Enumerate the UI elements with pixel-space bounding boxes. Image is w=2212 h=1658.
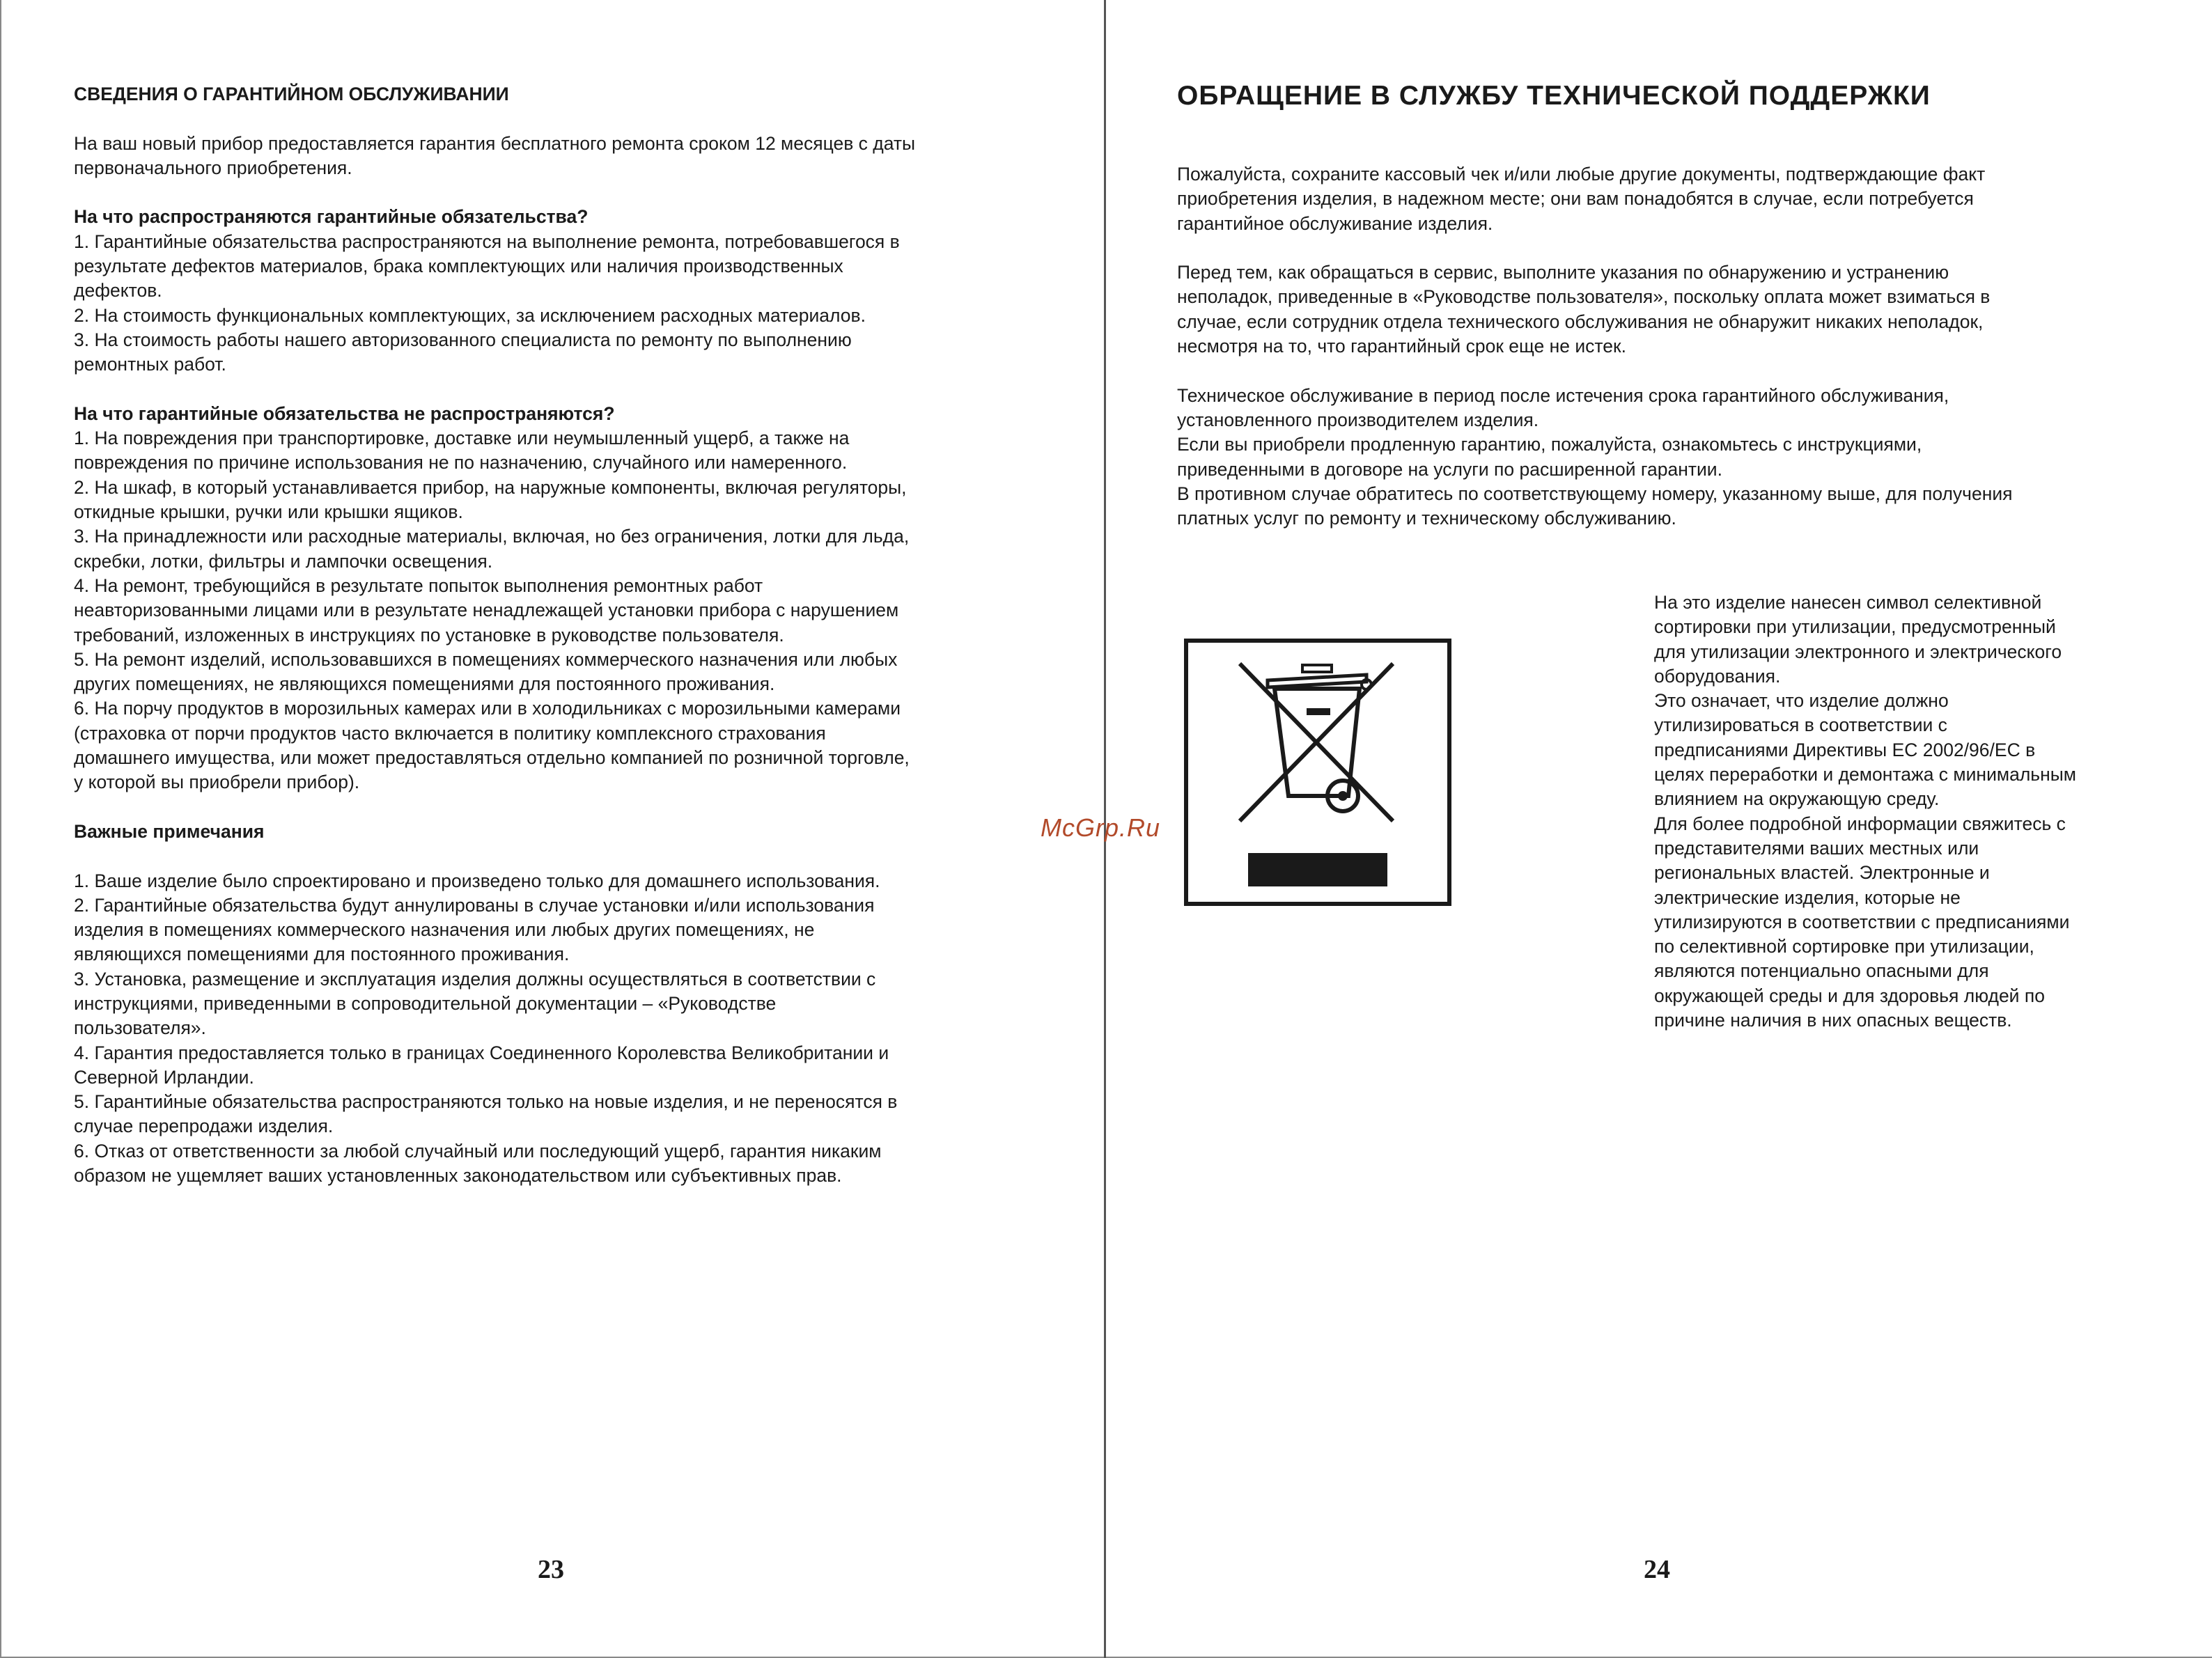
covered-line: дефектов. <box>74 280 162 302</box>
weee-line: влиянием на окружающую среду. <box>1654 788 1940 810</box>
not-covered-line: требований, изложенных в инструкциях по установке в руководстве пользователя. <box>74 624 784 646</box>
weee-line: по селективной сортировке при утилизации, <box>1654 936 2034 957</box>
intro-line: На ваш новый прибор предоставляется гарантия бесплатного ремонта сроком 12 месяцев с даты <box>74 132 916 154</box>
not-covered-heading: На что гарантийные обязательства не распространяются? <box>74 402 615 424</box>
note-line: 6. Отказ от ответственности за любой случайный или последующий ущерб, гарантия никаким <box>74 1140 882 1162</box>
not-covered-line: повреждения по причине использования не по назначению, случайного или намеренного. <box>74 452 848 474</box>
covered-line: 2. На стоимость функциональных комплектующих, за исключением расходных материалов. <box>74 304 866 326</box>
weee-line: На это изделие нанесен символ селективной <box>1654 592 2042 613</box>
warranty-section <box>74 82 1063 1188</box>
crossed-out-wheelie-bin-icon <box>1184 639 1451 906</box>
not-covered-line: неавторизованными лицами или в результате ненадлежащей установки прибора с нарушением <box>74 600 899 621</box>
not-covered-line: (страховка от порчи продуктов часто включается в политику комплексного страхования <box>74 722 826 744</box>
weee-line: причине наличия в них опасных веществ. <box>1654 1010 2012 1031</box>
intro-line: первоначального приобретения. <box>74 157 352 178</box>
not-covered-line: 6. На порчу продуктов в морозильных камерах или в холодильниках с морозильными камерами <box>74 698 901 719</box>
support-line: случае, если сотрудник отдела технического обслуживания не обнаружит никаких неполадок, <box>1177 311 1984 332</box>
not-covered-line: 5. На ремонт изделий, использовавшихся в помещениях коммерческого назначения или любых <box>74 648 898 670</box>
note-line: инструкциями, приведенными в сопроводительной документации – «Руководстве <box>74 992 777 1014</box>
weee-line: являются потенциально опасными для <box>1654 960 1989 982</box>
not-covered-line: 3. На принадлежности или расходные материалы, включая, но без ограничения, лотки для льда, <box>74 526 910 547</box>
support-line: Пожалуйста, сохраните кассовый чек и/или любые другие документы, подтверждающие факт <box>1177 164 1986 185</box>
not-covered-line: домашнего имущества, или может предоставляться отдельно компанией по розничной торговле, <box>74 747 910 769</box>
support-section <box>1177 162 2166 531</box>
support-line: неполадок, приведенные в «Руководстве пользователя», поскольку оплата может взиматься в <box>1177 286 1991 308</box>
support-line: несмотря на то, что гарантийный срок еще не истек. <box>1177 336 1626 357</box>
not-covered-line: откидные крышки, ручки или крышки ящиков. <box>74 501 463 523</box>
page-number: 23 <box>538 1555 564 1584</box>
support-line: Техническое обслуживание в период после истечения срока гарантийного обслуживания, <box>1177 384 1949 406</box>
weee-line: Это означает, что изделие должно <box>1654 690 1949 712</box>
covered-line: 3. На стоимость работы нашего авторизованного специалиста по ремонту по выполнению <box>74 329 852 350</box>
weee-line: утилизироваться в соответствии с <box>1654 714 1947 736</box>
support-line: приведенными в договоре на услуги по расширенной гарантии. <box>1177 458 1722 480</box>
weee-line: региональных властей. Электронные и <box>1654 862 1990 884</box>
note-line: 4. Гарантия предоставляется только в границах Соединенного Королевства Великобритании и <box>74 1042 889 1063</box>
note-line: 5. Гарантийные обязательства распространяются только на новые изделия, и не переносятся в <box>74 1091 898 1113</box>
weee-line: целях переработки и демонтажа с минимальным <box>1654 764 2076 785</box>
covered-line: 1. Гарантийные обязательства распространяются на выполнение ремонта, потребовавшегося в <box>74 230 900 252</box>
notes-heading: Важные примечания <box>74 820 265 842</box>
page-number: 24 <box>1644 1555 1670 1584</box>
note-line: Северной Ирландии. <box>74 1066 254 1088</box>
note-line: изделия в помещениях коммерческого назначения или любых других помещениях, не <box>74 919 815 941</box>
weee-line: Для более подробной информации свяжитесь с <box>1654 813 2066 834</box>
weee-line: электрические изделия, которые не <box>1654 886 1961 908</box>
weee-line: оборудования. <box>1654 665 1781 687</box>
support-line: платных услуг по ремонту и техническому обслуживанию. <box>1177 508 1676 529</box>
not-covered-line: 2. На шкаф, в который устанавливается прибор, на наружные компоненты, включая регуляторы, <box>74 476 907 498</box>
note-line: пользователя». <box>74 1017 206 1039</box>
support-line: приобретения изделия, в надежном месте; они вам понадобятся в случае, если потребуется <box>1177 188 1974 210</box>
note-line: 1. Ваше изделие было спроектировано и произведено только для домашнего использования. <box>74 870 880 891</box>
note-line: являющихся помещениями для постоянного проживания. <box>74 944 570 965</box>
not-covered-line: других помещениях, не являющихся помещениями для постоянного проживания. <box>74 673 775 695</box>
weee-notice <box>1654 591 2170 1033</box>
weee-line: предписаниями Директивы ЕС 2002/96/ЕС в <box>1654 739 2036 760</box>
weee-line: окружающей среды и для здоровья людей по <box>1654 985 2045 1006</box>
support-line: В противном случае обратитесь по соответствующему номеру, указанному выше, для получения <box>1177 483 2013 504</box>
weee-line: для утилизации электронного и электрического <box>1654 641 2062 662</box>
covered-heading: На что распространяются гарантийные обязательства? <box>74 206 589 228</box>
note-line: случае перепродажи изделия. <box>74 1116 334 1137</box>
not-covered-line: у которой вы приобрели прибор). <box>74 772 360 793</box>
support-title: ОБРАЩЕНИЕ В СЛУЖБУ ТЕХНИЧЕСКОЙ ПОДДЕРЖКИ <box>1177 81 1931 111</box>
support-line: гарантийное обслуживание изделия. <box>1177 212 1493 234</box>
weee-line: сортировки при утилизации, предусмотренный <box>1654 616 2056 638</box>
weee-line: утилизируются в соответствии с предписаниями <box>1654 911 2070 932</box>
not-covered-line: 1. На повреждения при транспортировке, доставке или неумышленный ущерб, а также на <box>74 428 850 449</box>
support-line: Если вы приобрели продленную гарантию, пожалуйста, ознакомьтесь с инструкциями, <box>1177 434 1922 455</box>
weee-line: представителями ваших местных или <box>1654 837 1979 859</box>
covered-line: результате дефектов материалов, брака комплектующих или наличия производственных <box>74 256 843 277</box>
note-line: 2. Гарантийные обязательства будут аннулированы в случае установки и/или использования <box>74 894 875 916</box>
watermark: McGrp.Ru <box>1041 813 1161 842</box>
page-24 <box>1103 0 2212 1658</box>
note-line: 3. Установка, размещение и эксплуатация изделия должны осуществляться в соответствии с <box>74 968 876 990</box>
not-covered-line: скребки, лотки, фильтры и лампочки освещения. <box>74 550 493 572</box>
warranty-heading: СВЕДЕНИЯ О ГАРАНТИЙНОМ ОБСЛУЖИВАНИИ <box>74 84 509 104</box>
covered-line: ремонтных работ. <box>74 354 226 375</box>
support-line: Перед тем, как обращаться в сервис, выполните указания по обнаружению и устранению <box>1177 262 1949 283</box>
note-line: образом не ущемляет ваших установленных законодательством или субъективных прав. <box>74 1165 842 1187</box>
support-line: установленного производителем изделия. <box>1177 409 1539 430</box>
page-23 <box>0 0 1103 1658</box>
not-covered-line: 4. На ремонт, требующийся в результате попыток выполнения ремонтных работ <box>74 574 763 596</box>
